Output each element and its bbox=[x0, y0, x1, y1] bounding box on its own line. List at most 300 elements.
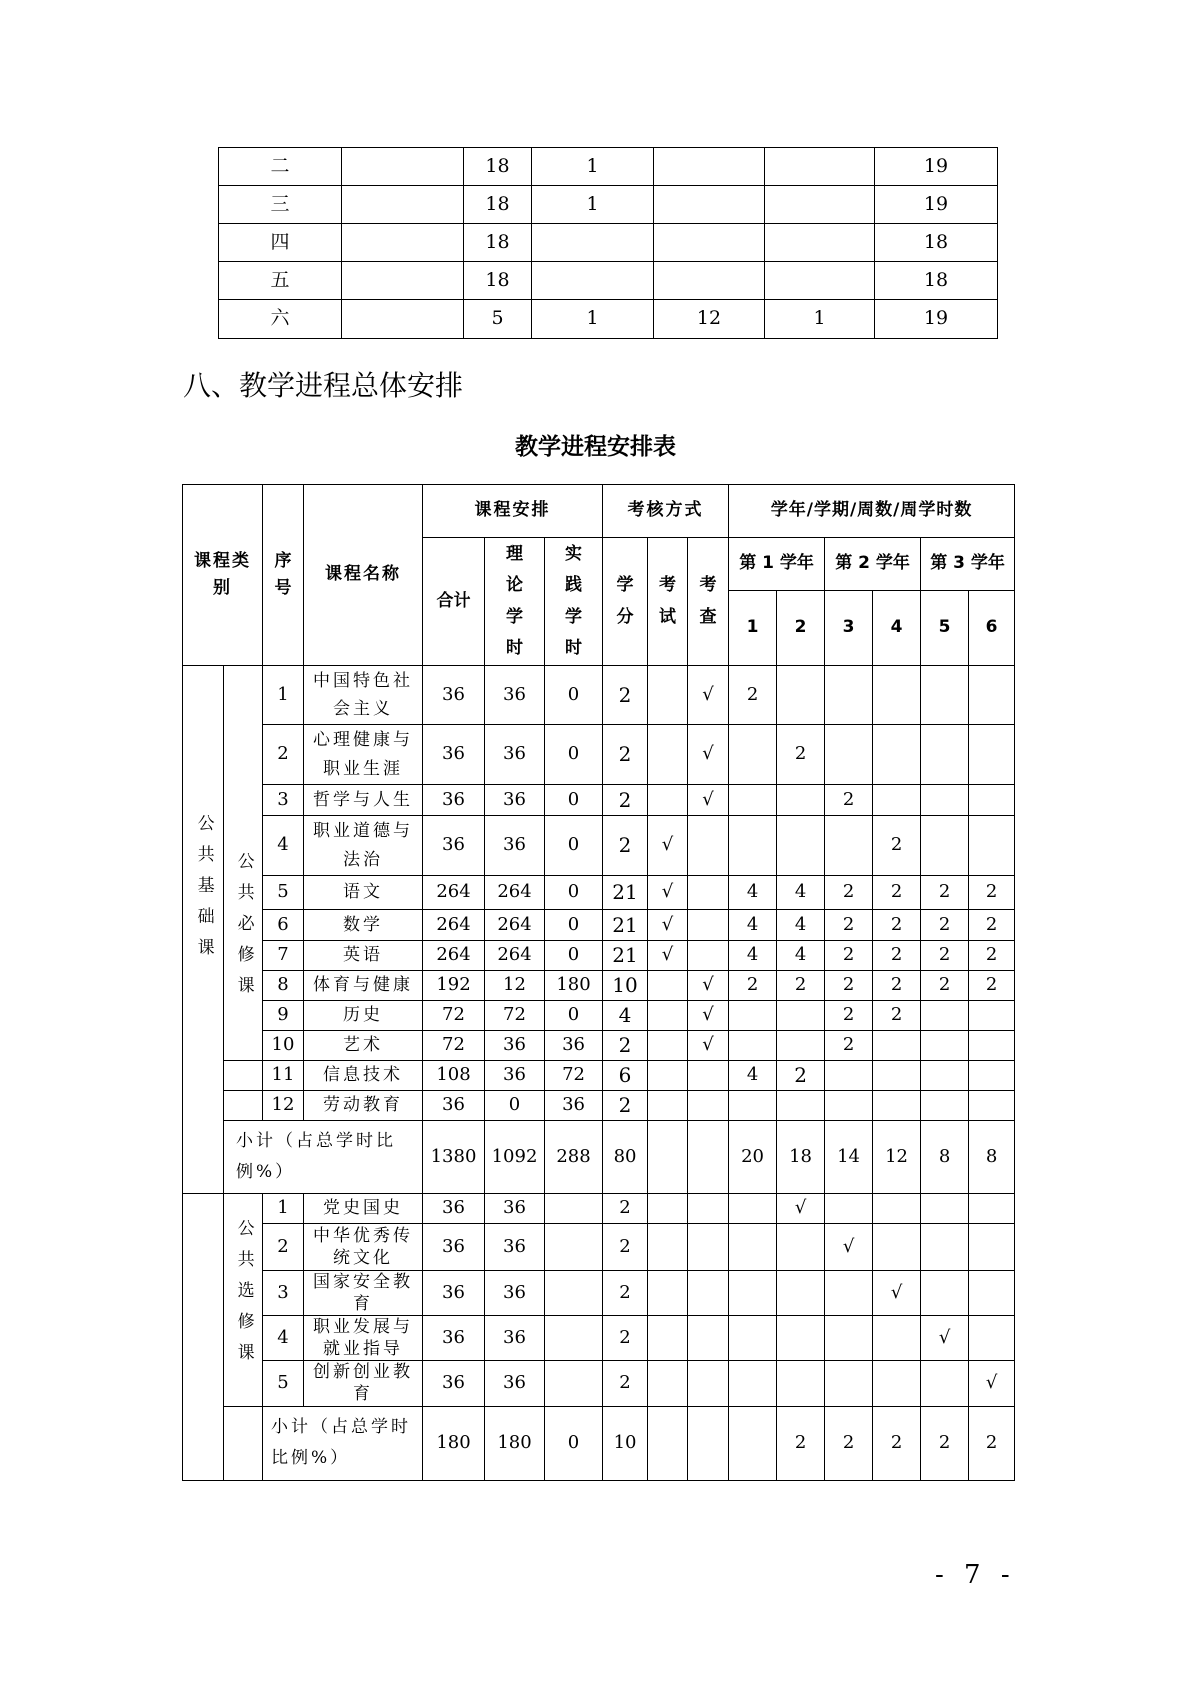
course-practice: 0 bbox=[545, 910, 603, 941]
course-total: 264 bbox=[423, 876, 485, 910]
table-cell: 18 bbox=[464, 262, 532, 300]
term-2-hours: 2 bbox=[777, 971, 825, 1001]
term-5-mark bbox=[921, 1194, 969, 1224]
table-cell: 19 bbox=[875, 148, 998, 186]
course-practice: 0 bbox=[545, 816, 603, 876]
subtotal-theory: 1092 bbox=[485, 1121, 545, 1194]
term-1-hours: 4 bbox=[729, 876, 777, 910]
header-row-1 bbox=[183, 485, 1015, 538]
subtotal-term-1 bbox=[729, 1406, 777, 1480]
term-5-hours: 2 bbox=[921, 910, 969, 941]
course-check bbox=[688, 876, 729, 910]
course-practice bbox=[545, 1271, 603, 1316]
blank-category-cell bbox=[183, 1194, 224, 1481]
course-credit: 2 bbox=[603, 666, 648, 725]
header-term-3: 3 bbox=[825, 591, 873, 666]
course-check bbox=[688, 816, 729, 876]
page-number: - 7 - bbox=[935, 1560, 1016, 1590]
header-check: 考查 bbox=[688, 538, 729, 666]
subtotal-term-4: 2 bbox=[873, 1406, 921, 1480]
term-6-hours bbox=[969, 725, 1015, 785]
term-3-hours: 2 bbox=[825, 876, 873, 910]
table-cell: 18 bbox=[464, 186, 532, 224]
header-term-6: 6 bbox=[969, 591, 1015, 666]
course-theory: 264 bbox=[485, 941, 545, 971]
table-cell bbox=[765, 262, 875, 300]
term-2-hours: 2 bbox=[777, 725, 825, 785]
course-seq: 1 bbox=[263, 666, 304, 725]
course-total: 36 bbox=[423, 816, 485, 876]
term-4-hours: 2 bbox=[873, 876, 921, 910]
subtotal-theory: 180 bbox=[485, 1406, 545, 1480]
course-theory: 36 bbox=[485, 1194, 545, 1224]
course-theory: 264 bbox=[485, 876, 545, 910]
subtotal-total: 1380 bbox=[423, 1121, 485, 1194]
group-elective bbox=[224, 1194, 263, 1407]
subtotal-check bbox=[688, 1121, 729, 1194]
course-name: 中华优秀传统文化 bbox=[304, 1224, 423, 1271]
term-2-hours bbox=[777, 785, 825, 816]
course-practice: 0 bbox=[545, 941, 603, 971]
course-seq: 7 bbox=[263, 941, 304, 971]
header-year-1: 第 1 学年 bbox=[729, 538, 825, 591]
term-4-hours: 2 bbox=[873, 941, 921, 971]
course-practice: 0 bbox=[545, 725, 603, 785]
course-seq: 3 bbox=[263, 785, 304, 816]
table-cell bbox=[342, 300, 464, 339]
course-credit: 2 bbox=[603, 1224, 648, 1271]
table-cell bbox=[342, 224, 464, 262]
table-cell: 1 bbox=[532, 186, 654, 224]
term-4-hours: 2 bbox=[873, 1001, 921, 1031]
course-seq: 6 bbox=[263, 910, 304, 941]
course-seq: 2 bbox=[263, 1224, 304, 1271]
term-4-hours bbox=[873, 1031, 921, 1061]
table-cell bbox=[654, 224, 765, 262]
term-3-hours: 2 bbox=[825, 941, 873, 971]
table-caption: 教学进程安排表 bbox=[515, 434, 676, 460]
course-name: 职业发展与就业指导 bbox=[304, 1316, 423, 1361]
course-exam bbox=[648, 1061, 688, 1091]
blank-group-cell bbox=[224, 1091, 263, 1121]
course-total: 36 bbox=[423, 785, 485, 816]
course-theory: 36 bbox=[485, 816, 545, 876]
table-row bbox=[183, 1316, 1015, 1361]
course-name: 职业道德与法治 bbox=[304, 816, 423, 876]
term-5-hours: 2 bbox=[921, 941, 969, 971]
course-total: 36 bbox=[423, 666, 485, 725]
course-check bbox=[688, 1091, 729, 1121]
term-6-hours: 2 bbox=[969, 910, 1015, 941]
course-theory: 36 bbox=[485, 1061, 545, 1091]
table-cell bbox=[342, 148, 464, 186]
term-6-hours bbox=[969, 1001, 1015, 1031]
term-4-hours bbox=[873, 725, 921, 785]
term-1-hours bbox=[729, 1001, 777, 1031]
term-4-mark bbox=[873, 1361, 921, 1406]
course-check: √ bbox=[688, 725, 729, 785]
course-credit: 10 bbox=[603, 971, 648, 1001]
course-practice: 0 bbox=[545, 785, 603, 816]
term-3-hours: 2 bbox=[825, 971, 873, 1001]
course-theory: 264 bbox=[485, 910, 545, 941]
term-3-hours bbox=[825, 1091, 873, 1121]
header-total: 合计 bbox=[423, 538, 485, 666]
table-row bbox=[219, 224, 998, 262]
group-required bbox=[224, 666, 263, 1061]
table-cell bbox=[532, 262, 654, 300]
table-cell: 5 bbox=[464, 300, 532, 339]
term-6-hours: 2 bbox=[969, 876, 1015, 910]
term-6-mark bbox=[969, 1194, 1015, 1224]
table-row bbox=[183, 1271, 1015, 1316]
term-5-mark: √ bbox=[921, 1316, 969, 1361]
term-1-mark bbox=[729, 1361, 777, 1406]
term-3-hours bbox=[825, 725, 873, 785]
course-theory: 72 bbox=[485, 1001, 545, 1031]
course-name: 劳动教育 bbox=[304, 1091, 423, 1121]
category-public-basic bbox=[183, 666, 224, 1194]
term-5-hours bbox=[921, 1031, 969, 1061]
semester-weeks-table bbox=[218, 147, 998, 339]
subtotal-term-5: 2 bbox=[921, 1406, 969, 1480]
course-seq: 5 bbox=[263, 876, 304, 910]
term-5-hours: 2 bbox=[921, 971, 969, 1001]
course-exam bbox=[648, 785, 688, 816]
course-exam bbox=[648, 1316, 688, 1361]
course-check: √ bbox=[688, 1031, 729, 1061]
term-6-mark: √ bbox=[969, 1361, 1015, 1406]
header-assessment: 考核方式 bbox=[603, 485, 729, 538]
course-practice bbox=[545, 1224, 603, 1271]
semester-label: 六 bbox=[219, 300, 342, 339]
table-cell bbox=[342, 262, 464, 300]
term-5-mark bbox=[921, 1271, 969, 1316]
course-exam bbox=[648, 1031, 688, 1061]
table-cell: 12 bbox=[654, 300, 765, 339]
term-6-mark bbox=[969, 1271, 1015, 1316]
course-theory: 36 bbox=[485, 725, 545, 785]
term-4-mark bbox=[873, 1224, 921, 1271]
course-seq: 8 bbox=[263, 971, 304, 1001]
subtotal-credit: 10 bbox=[603, 1406, 648, 1480]
subtotal-term-3: 14 bbox=[825, 1121, 873, 1194]
term-4-mark bbox=[873, 1316, 921, 1361]
subtotal-label: 小计（占总学时比例%） bbox=[224, 1121, 423, 1194]
term-4-hours: 2 bbox=[873, 816, 921, 876]
table-row bbox=[183, 971, 1015, 1001]
course-seq: 1 bbox=[263, 1194, 304, 1224]
term-5-mark bbox=[921, 1361, 969, 1406]
term-3-hours: 2 bbox=[825, 1001, 873, 1031]
term-2-hours: 4 bbox=[777, 941, 825, 971]
term-1-mark bbox=[729, 1316, 777, 1361]
course-theory: 0 bbox=[485, 1091, 545, 1121]
term-6-hours bbox=[969, 666, 1015, 725]
course-total: 36 bbox=[423, 1271, 485, 1316]
term-2-hours: 2 bbox=[777, 1061, 825, 1091]
term-3-mark: √ bbox=[825, 1224, 873, 1271]
term-1-hours: 2 bbox=[729, 971, 777, 1001]
course-seq: 11 bbox=[263, 1061, 304, 1091]
header-category: 课程类别 bbox=[183, 485, 263, 666]
course-name: 中国特色社会主义 bbox=[304, 666, 423, 725]
course-theory: 36 bbox=[485, 1224, 545, 1271]
term-1-hours: 2 bbox=[729, 666, 777, 725]
subtotal-term-6: 8 bbox=[969, 1121, 1015, 1194]
table-row bbox=[183, 666, 1015, 725]
table-row bbox=[183, 1031, 1015, 1061]
term-3-hours bbox=[825, 666, 873, 725]
table-cell bbox=[654, 262, 765, 300]
table-cell: 18 bbox=[464, 224, 532, 262]
header-course-arrangement: 课程安排 bbox=[423, 485, 603, 538]
course-exam bbox=[648, 1091, 688, 1121]
course-practice: 36 bbox=[545, 1091, 603, 1121]
term-2-hours bbox=[777, 1001, 825, 1031]
course-check bbox=[688, 941, 729, 971]
term-5-hours bbox=[921, 725, 969, 785]
table-row bbox=[183, 816, 1015, 876]
term-4-mark bbox=[873, 1194, 921, 1224]
table-cell: 19 bbox=[875, 186, 998, 224]
subtotal-term-1: 20 bbox=[729, 1121, 777, 1194]
subtotal-term-3: 2 bbox=[825, 1406, 873, 1480]
term-6-hours bbox=[969, 816, 1015, 876]
course-theory: 36 bbox=[485, 1316, 545, 1361]
course-total: 264 bbox=[423, 910, 485, 941]
subtotal-term-6: 2 bbox=[969, 1406, 1015, 1480]
term-2-mark bbox=[777, 1361, 825, 1406]
blank-group-cell bbox=[224, 1061, 263, 1091]
course-seq: 9 bbox=[263, 1001, 304, 1031]
term-2-hours bbox=[777, 666, 825, 725]
course-check: √ bbox=[688, 785, 729, 816]
header-year-term: 学年/学期/周数/周学时数 bbox=[729, 485, 1015, 538]
term-1-mark bbox=[729, 1194, 777, 1224]
header-credit: 学分 bbox=[603, 538, 648, 666]
table-row bbox=[183, 876, 1015, 910]
term-5-hours bbox=[921, 785, 969, 816]
course-exam: √ bbox=[648, 876, 688, 910]
course-name: 数学 bbox=[304, 910, 423, 941]
semester-label: 四 bbox=[219, 224, 342, 262]
group-required-label: 公共必修课 bbox=[233, 852, 254, 1008]
term-1-hours bbox=[729, 1091, 777, 1121]
term-1-mark bbox=[729, 1224, 777, 1271]
course-exam bbox=[648, 971, 688, 1001]
course-check: √ bbox=[688, 1001, 729, 1031]
course-credit: 21 bbox=[603, 941, 648, 971]
semester-label: 二 bbox=[219, 148, 342, 186]
term-6-mark bbox=[969, 1316, 1015, 1361]
course-theory: 36 bbox=[485, 666, 545, 725]
table-row bbox=[183, 941, 1015, 971]
term-1-hours bbox=[729, 816, 777, 876]
term-1-hours: 4 bbox=[729, 941, 777, 971]
course-exam bbox=[648, 1001, 688, 1031]
term-3-mark bbox=[825, 1361, 873, 1406]
term-6-hours: 2 bbox=[969, 941, 1015, 971]
term-2-mark: √ bbox=[777, 1194, 825, 1224]
term-5-hours bbox=[921, 666, 969, 725]
course-name: 英语 bbox=[304, 941, 423, 971]
term-2-hours bbox=[777, 1031, 825, 1061]
term-2-hours: 4 bbox=[777, 876, 825, 910]
course-check: √ bbox=[688, 666, 729, 725]
term-2-mark bbox=[777, 1316, 825, 1361]
course-exam: √ bbox=[648, 910, 688, 941]
table-row bbox=[183, 725, 1015, 785]
term-2-hours bbox=[777, 1091, 825, 1121]
section-heading: 八、教学进程总体安排 bbox=[183, 369, 464, 402]
term-5-hours: 2 bbox=[921, 876, 969, 910]
term-6-hours bbox=[969, 785, 1015, 816]
term-2-hours bbox=[777, 816, 825, 876]
course-total: 36 bbox=[423, 725, 485, 785]
course-credit: 2 bbox=[603, 816, 648, 876]
course-practice: 72 bbox=[545, 1061, 603, 1091]
table-row bbox=[183, 1224, 1015, 1271]
course-exam bbox=[648, 1361, 688, 1406]
header-year-3: 第 3 学年 bbox=[921, 538, 1015, 591]
course-theory: 36 bbox=[485, 785, 545, 816]
term-4-hours bbox=[873, 785, 921, 816]
table-cell: 19 bbox=[875, 300, 998, 339]
table-cell bbox=[765, 148, 875, 186]
table-cell bbox=[765, 224, 875, 262]
course-check bbox=[688, 1361, 729, 1406]
course-total: 72 bbox=[423, 1031, 485, 1061]
course-seq: 4 bbox=[263, 1316, 304, 1361]
table-cell bbox=[765, 186, 875, 224]
course-seq: 5 bbox=[263, 1361, 304, 1406]
course-check bbox=[688, 1271, 729, 1316]
term-4-hours: 2 bbox=[873, 910, 921, 941]
course-seq: 3 bbox=[263, 1271, 304, 1316]
term-5-hours bbox=[921, 816, 969, 876]
course-exam bbox=[648, 666, 688, 725]
course-seq: 2 bbox=[263, 725, 304, 785]
group-elective-label: 公共选修课 bbox=[233, 1219, 254, 1375]
term-5-hours bbox=[921, 1061, 969, 1091]
term-3-mark bbox=[825, 1316, 873, 1361]
term-1-hours: 4 bbox=[729, 1061, 777, 1091]
term-4-mark: √ bbox=[873, 1271, 921, 1316]
table-cell: 1 bbox=[532, 148, 654, 186]
term-6-hours: 2 bbox=[969, 971, 1015, 1001]
course-practice bbox=[545, 1361, 603, 1406]
subtotal-label: 小计（占总学时比例%） bbox=[263, 1406, 423, 1480]
course-exam bbox=[648, 725, 688, 785]
term-3-mark bbox=[825, 1194, 873, 1224]
course-credit: 2 bbox=[603, 1361, 648, 1406]
course-exam bbox=[648, 1224, 688, 1271]
course-credit: 21 bbox=[603, 876, 648, 910]
course-name: 国家安全教育 bbox=[304, 1271, 423, 1316]
term-6-hours bbox=[969, 1061, 1015, 1091]
course-practice bbox=[545, 1316, 603, 1361]
term-2-mark bbox=[777, 1224, 825, 1271]
term-4-hours bbox=[873, 1091, 921, 1121]
term-4-hours: 2 bbox=[873, 971, 921, 1001]
course-name: 哲学与人生 bbox=[304, 785, 423, 816]
semester-label: 三 bbox=[219, 186, 342, 224]
term-3-hours: 2 bbox=[825, 910, 873, 941]
course-practice bbox=[545, 1194, 603, 1224]
course-name: 体育与健康 bbox=[304, 971, 423, 1001]
subtotal-term-2: 2 bbox=[777, 1406, 825, 1480]
term-3-mark bbox=[825, 1271, 873, 1316]
header-practice-hours: 实践学时 bbox=[545, 538, 603, 666]
course-credit: 6 bbox=[603, 1061, 648, 1091]
header-year-2: 第 2 学年 bbox=[825, 538, 921, 591]
subtotal-practice: 0 bbox=[545, 1406, 603, 1480]
header-term-5: 5 bbox=[921, 591, 969, 666]
course-theory: 36 bbox=[485, 1031, 545, 1061]
course-total: 36 bbox=[423, 1224, 485, 1271]
course-credit: 21 bbox=[603, 910, 648, 941]
table-row bbox=[183, 1194, 1015, 1224]
semester-label: 五 bbox=[219, 262, 342, 300]
course-exam: √ bbox=[648, 941, 688, 971]
table-row bbox=[183, 1061, 1015, 1091]
table-row bbox=[219, 186, 998, 224]
term-2-hours: 4 bbox=[777, 910, 825, 941]
course-theory: 36 bbox=[485, 1361, 545, 1406]
course-exam: √ bbox=[648, 816, 688, 876]
course-name: 历史 bbox=[304, 1001, 423, 1031]
course-theory: 12 bbox=[485, 971, 545, 1001]
course-name: 语文 bbox=[304, 876, 423, 910]
category-public-basic-label: 公共基础课 bbox=[193, 813, 214, 969]
subtotal-row bbox=[183, 1121, 1015, 1194]
course-exam bbox=[648, 1194, 688, 1224]
table-cell: 18 bbox=[875, 262, 998, 300]
header-course-name: 课程名称 bbox=[304, 485, 423, 666]
term-4-hours bbox=[873, 1061, 921, 1091]
course-credit: 2 bbox=[603, 785, 648, 816]
course-practice: 0 bbox=[545, 666, 603, 725]
subtotal-exam bbox=[648, 1121, 688, 1194]
course-total: 36 bbox=[423, 1091, 485, 1121]
course-credit: 2 bbox=[603, 1271, 648, 1316]
course-check: √ bbox=[688, 971, 729, 1001]
table-cell bbox=[532, 224, 654, 262]
course-name: 信息技术 bbox=[304, 1061, 423, 1091]
table-row bbox=[183, 1361, 1015, 1406]
course-credit: 2 bbox=[603, 1091, 648, 1121]
term-6-hours bbox=[969, 1091, 1015, 1121]
header-theory-hours: 理论学时 bbox=[485, 538, 545, 666]
course-credit: 4 bbox=[603, 1001, 648, 1031]
term-3-hours bbox=[825, 1061, 873, 1091]
table-row bbox=[183, 1001, 1015, 1031]
term-2-mark bbox=[777, 1271, 825, 1316]
course-total: 72 bbox=[423, 1001, 485, 1031]
subtotal-check bbox=[688, 1406, 729, 1480]
course-name: 心理健康与职业生涯 bbox=[304, 725, 423, 785]
table-row bbox=[183, 785, 1015, 816]
course-total: 36 bbox=[423, 1361, 485, 1406]
teaching-schedule-table bbox=[182, 484, 1015, 1481]
table-cell bbox=[654, 186, 765, 224]
term-4-hours bbox=[873, 666, 921, 725]
course-exam bbox=[648, 1271, 688, 1316]
course-name: 创新创业教育 bbox=[304, 1361, 423, 1406]
subtotal-row bbox=[183, 1406, 1015, 1480]
term-6-hours bbox=[969, 1031, 1015, 1061]
